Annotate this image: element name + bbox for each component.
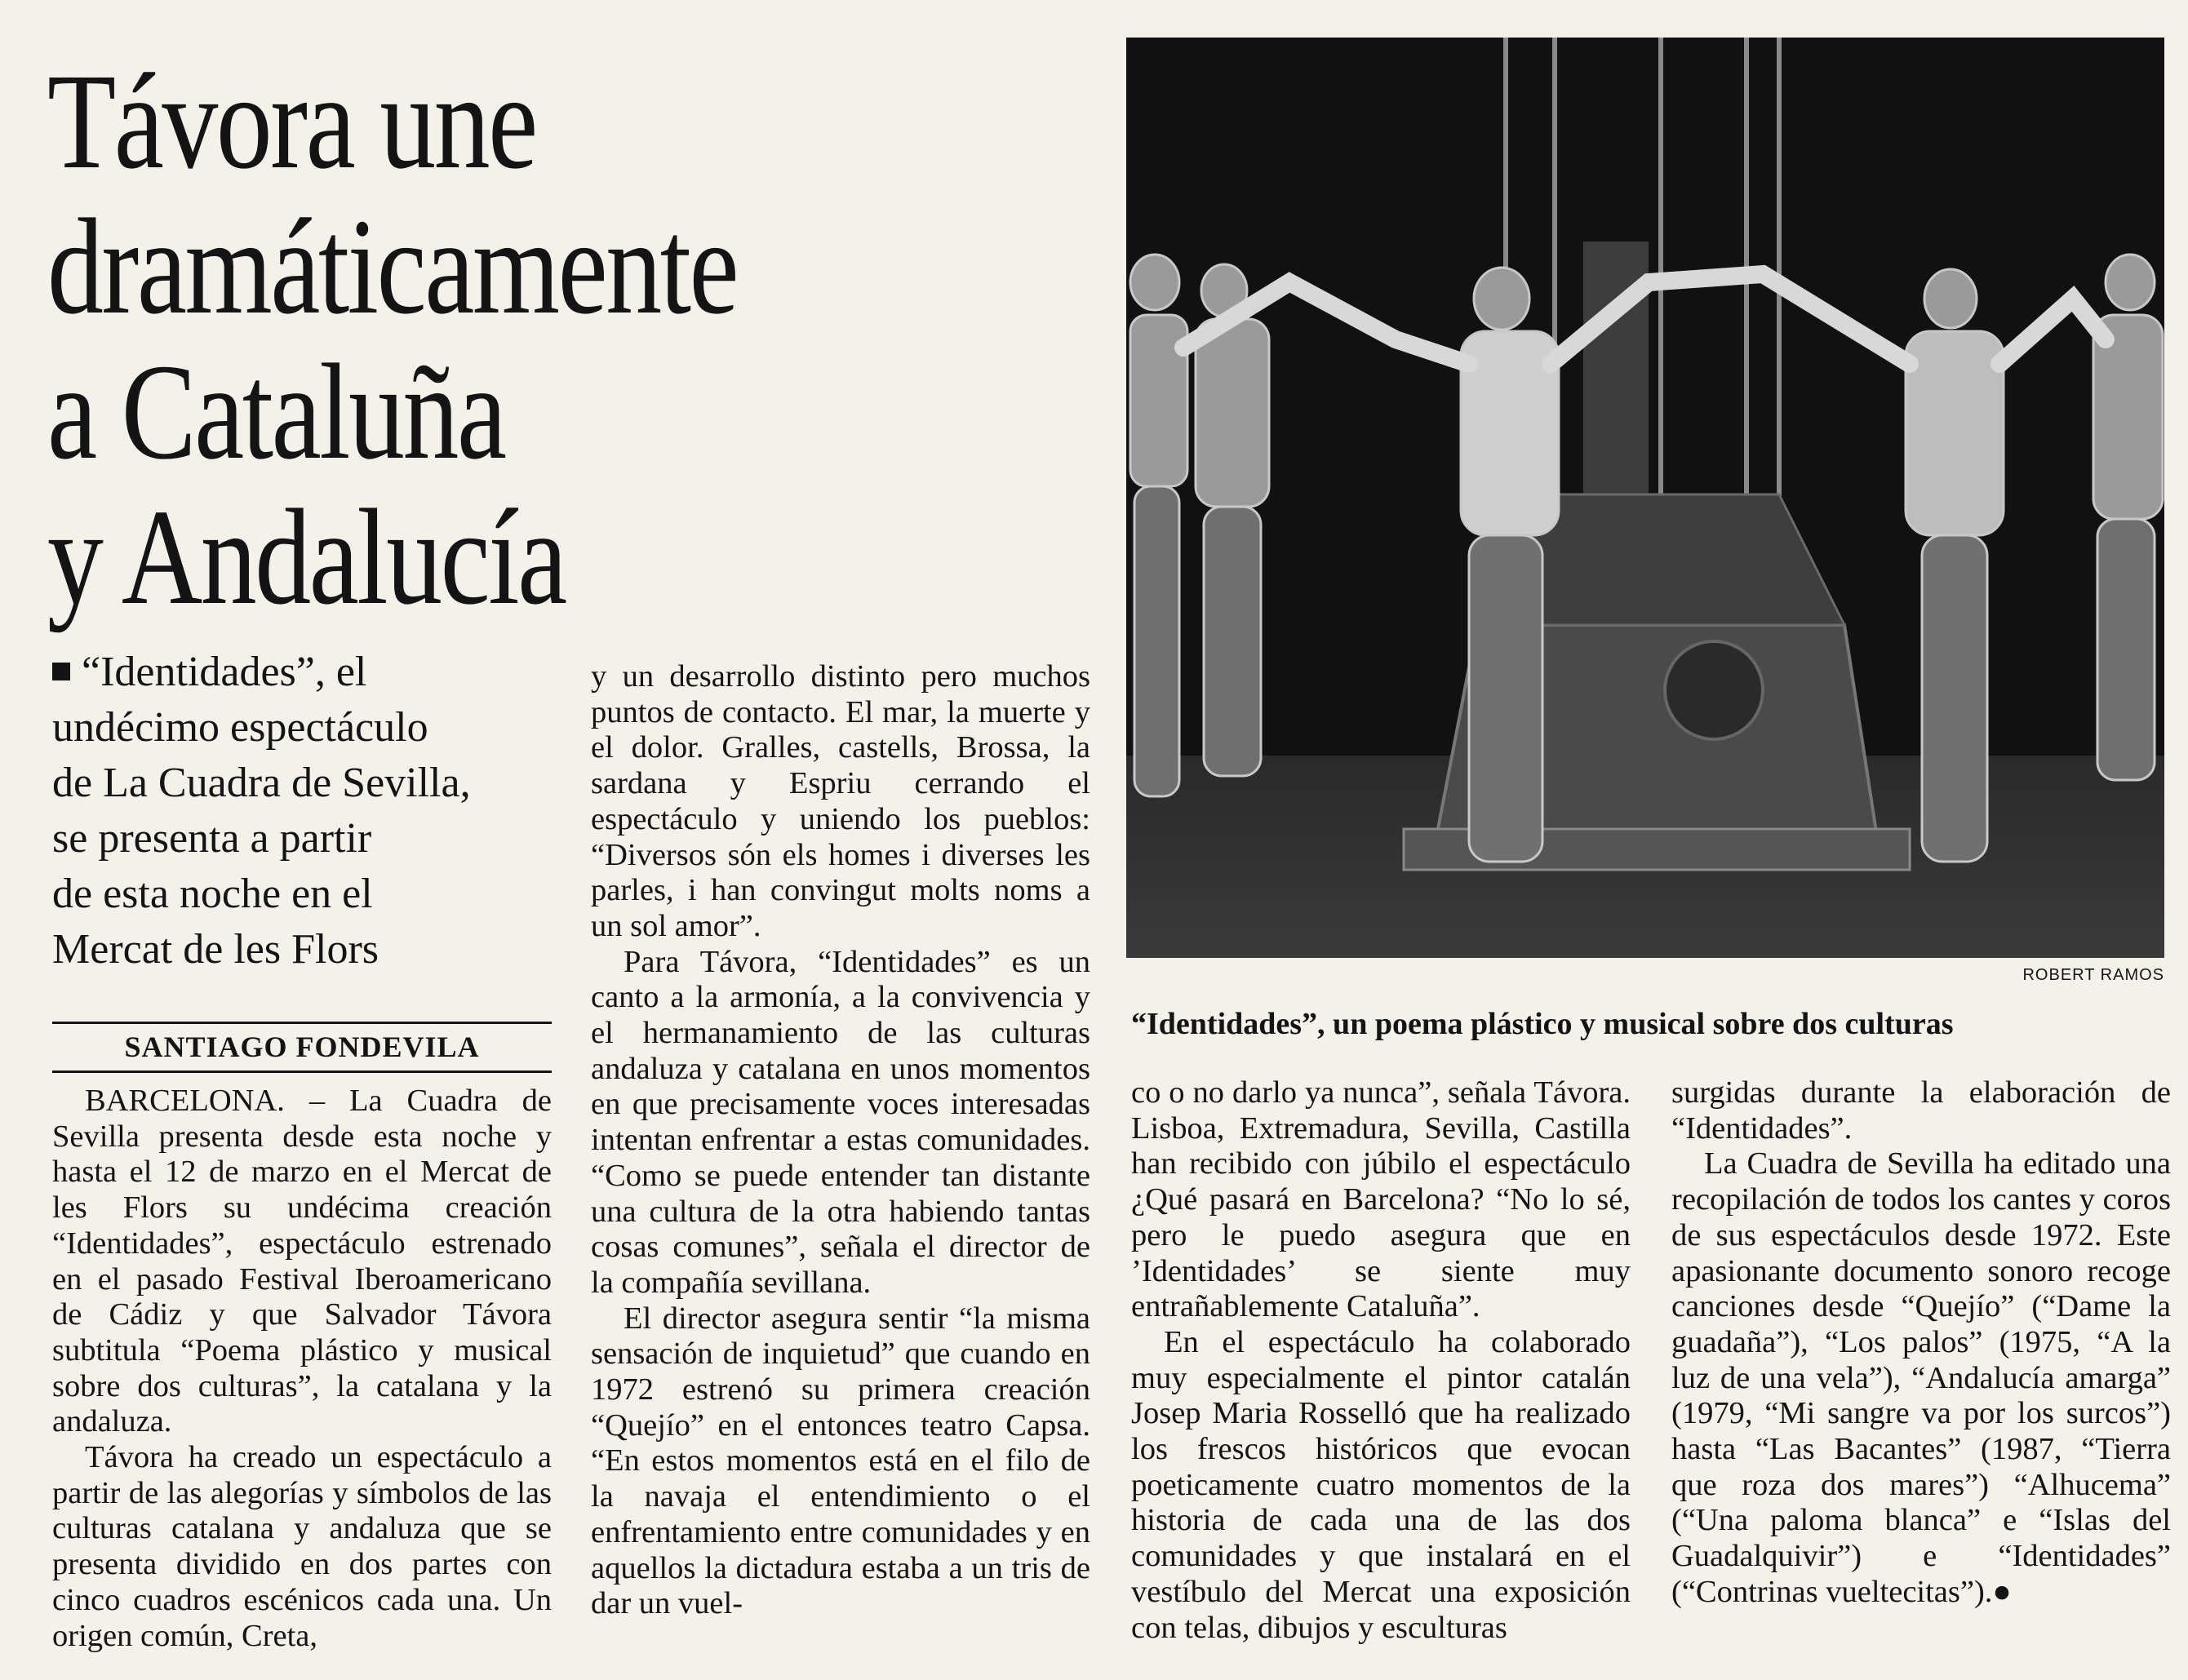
body-column-1 (52, 1084, 552, 1654)
paragraph: y un desarrollo distinto pero muchos puntos de contacto. El mar, la muerte y el dolor. Gralles, castells, Brossa, la sardana y Espriu cerrando el espectáculo y uniendo los pueblos: “Diversos són els homes i diverses les parles, i han convingut molts noms a un sol amor”. (591, 659, 1090, 943)
square-bullet-icon (52, 663, 70, 680)
headline (47, 46, 917, 633)
paragraph: En el espectáculo ha colaborado muy especialmente el pintor catalán Josep Maria Rosselló que ha realizado los frescos históricos que evocan poeticamente cuatro momentos de la historia de cada una de las dos comunidades y que instalará en el vestíbulo del Mercat una exposición con telas, dibujos y esculturas (1131, 1324, 1631, 1645)
subheadline (52, 645, 575, 977)
paragraph: El director asegura sentir “la misma sensación de inquietud” que cuando en 1972 estrenó su primera creación “Quejío” en el entonces teatro Capsa. “En estos momentos está en el filo de la navaja el entendimiento o el enfrentamiento entre comunidades y en aquellos la dictadura estaba a un tris de dar un vuel- (591, 1301, 1090, 1621)
paragraph: BARCELONA. – La Cuadra de Sevilla presenta desde esta noche y hasta el 12 de marzo en el Mercat de les Flors su undécima creación “Identidades”, espectáculo estrenado en el pasado Festival Iberoamericano de Cádiz y que Salvador Távora subtitula “Poema plástico y musical sobre dos culturas”, la catalana y la andaluza. (52, 1084, 552, 1439)
paragraph: La Cuadra de Sevilla ha editado una recopilación de todos los cantes y coros de sus espectáculos desde 1972. Este apasionante documento sonoro recoge canciones desde “Quejío” (“Dame la guadaña”), “Los palos” (1975, “A la luz de una vela”), “Andalucía amarga” (1979, “Mi sangre va por los surcos”) hasta “Las Bacantes” (1987, “Tierra que roza dos mares”) “Alhucema” (“Una paloma blanca” e “Islas del Guadalquivir”) e “Identidades” (“Contrinas vueltecitas”).● (1671, 1146, 2171, 1609)
body-column-4 (1671, 1075, 2171, 1611)
headline-line: a Cataluña (47, 336, 505, 488)
body-column-2 (591, 659, 1090, 1622)
dancers-illustration (1126, 38, 2164, 958)
headline-line: y Andalucía (47, 481, 566, 633)
headline-line: dramáticamente (47, 191, 738, 343)
subhead-line: de esta noche en el (52, 871, 373, 917)
subhead-line: de La Cuadra de Sevilla, (52, 760, 471, 806)
headline-line: Távora une (47, 46, 536, 197)
photo-caption: “Identidades”, un poema plástico y musical sobre dos culturas (1131, 1007, 1954, 1041)
paragraph: surgidas durante la elaboración de “Identidades”. (1671, 1075, 2171, 1146)
body-column-3 (1131, 1075, 1631, 1646)
byline-rule-top (52, 1022, 552, 1024)
dance-photo (1126, 38, 2164, 958)
paragraph: Para Távora, “Identidades” es un canto a la armonía, a la convivencia y el hermanamiento de las culturas andaluza y catalana en unos momentos en que precisamente voces interesadas intentan enfrentar a estas comunidades. “Como se puede entender tan distante una cultura de la otra habiendo tantas cosas comunes”, señala el director de la compañía sevillana. (591, 944, 1090, 1300)
photo-credit: ROBERT RAMOS (2022, 966, 2164, 984)
subhead-line: “Identidades”, el (52, 645, 575, 700)
paragraph: co o no darlo ya nunca”, señala Távora. Lisboa, Extremadura, Sevilla, Castilla han recibido con júbilo el espectáculo ¿Qué pasará en Barcelona? “No lo sé, pero le puedo asegura que en ’Identidades’ se siente muy entrañablemente Cataluña”. (1131, 1075, 1631, 1324)
byline: SANTIAGO FONDEVILA (124, 1031, 480, 1063)
subhead-line: se presenta a partir (52, 815, 372, 862)
subhead-line: Mercat de les Flors (52, 926, 379, 973)
paragraph: Távora ha creado un espectáculo a partir de las alegorías y símbolos de las culturas catalana y andaluza que se presenta dividido en dos partes con cinco cuadros escénicos cada una. Un origen común, Creta, (52, 1440, 552, 1653)
subhead-line: undécimo espectáculo (52, 704, 428, 751)
byline-rule-bottom (52, 1071, 552, 1073)
